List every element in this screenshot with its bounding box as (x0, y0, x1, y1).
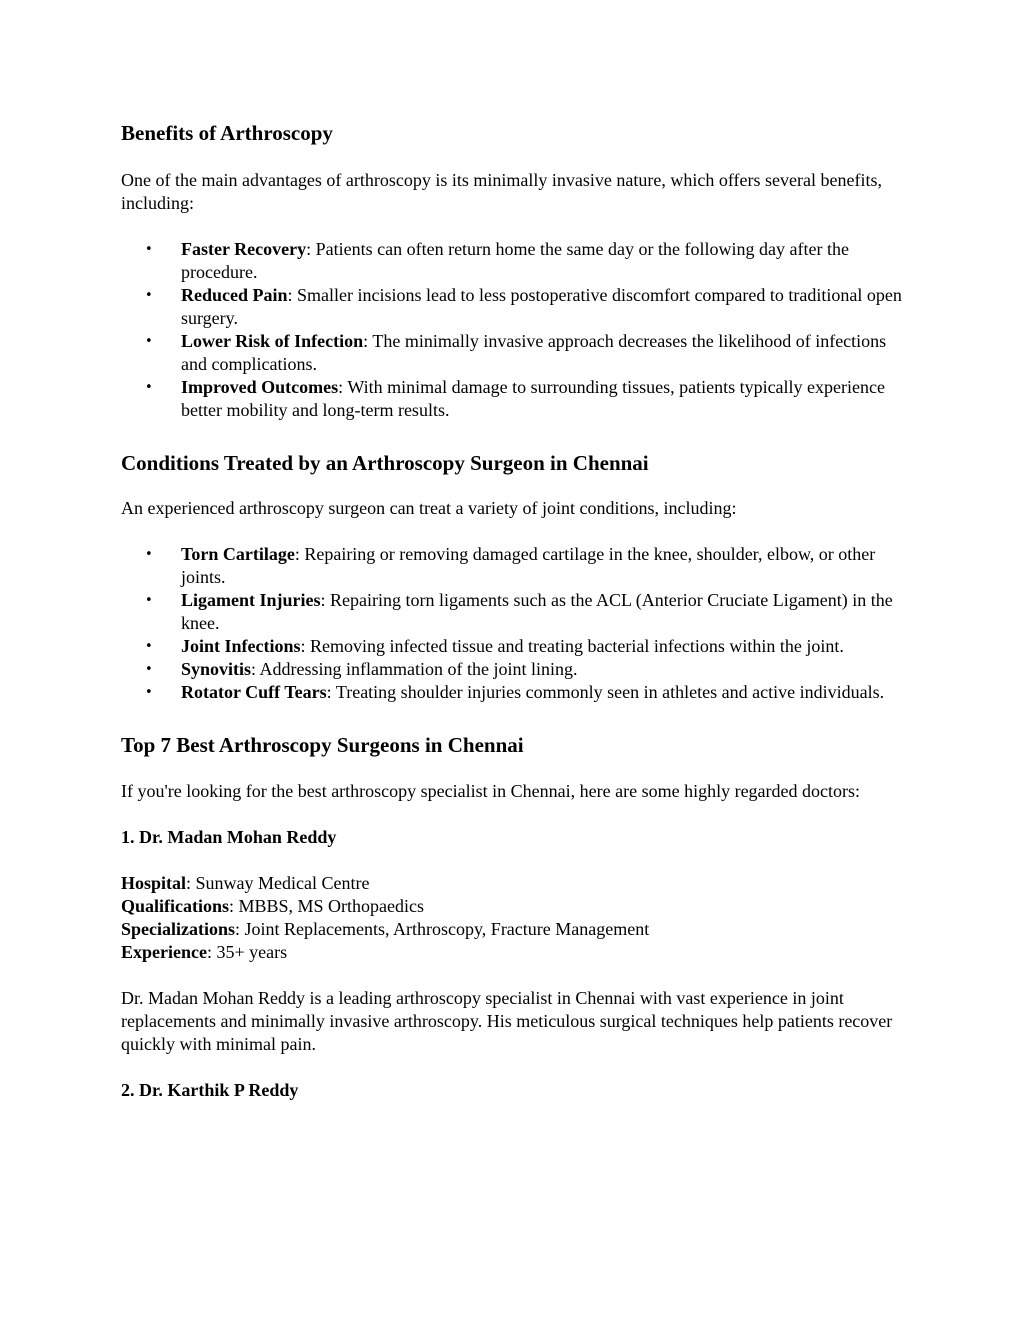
bullet-icon: • (145, 242, 153, 257)
bullet-icon: • (145, 547, 153, 562)
benefits-heading: Benefits of Arthroscopy (121, 121, 333, 145)
bullet-icon: • (145, 288, 153, 303)
list-item (121, 376, 911, 422)
doctor-1-info (121, 872, 911, 964)
experience-line (121, 941, 911, 964)
list-item (121, 635, 911, 658)
list-item-text: : Smaller incisions lead to less postoperative discomfort compared to traditional open surgery. (181, 285, 902, 328)
bullet-icon: • (145, 662, 153, 677)
list-item-term: Reduced Pain (181, 285, 288, 305)
experience-label: Experience (121, 942, 207, 962)
doctor-2-heading: 2. Dr. Karthik P Reddy (121, 1080, 299, 1100)
specializations-value: : Joint Replacements, Arthroscopy, Fracture Management (235, 919, 650, 939)
conditions-intro: An experienced arthroscopy surgeon can treat a variety of joint conditions, including: (121, 498, 737, 518)
list-item-text: : Patients can often return home the same day or the following day after the procedure. (181, 239, 849, 282)
list-item-text: : With minimal damage to surrounding tissues, patients typically experience better mobility and long-term results. (181, 377, 885, 420)
list-item-term: Faster Recovery (181, 239, 307, 259)
list-item (121, 681, 911, 704)
bullet-icon: • (145, 685, 153, 700)
doctor-1-description: Dr. Madan Mohan Reddy is a leading arthroscopy specialist in Chennai with vast experience in joint replacements and minimally invasive arthroscopy. His meticulous surgical techniques help patients recover quickly with minimal pain. (121, 988, 893, 1054)
benefits-intro: One of the main advantages of arthroscopy is its minimally invasive nature, which offers several benefits, including: (121, 170, 882, 213)
top7-intro: If you're looking for the best arthroscopy specialist in Chennai, here are some highly regarded doctors: (121, 781, 861, 801)
experience-value: : 35+ years (206, 942, 288, 962)
qualifications-line (121, 895, 911, 918)
list-item-text: : Repairing torn ligaments such as the ACL (Anterior Cruciate Ligament) in the knee. (181, 590, 893, 633)
list-item (121, 238, 911, 284)
list-item-term: Synovitis (181, 659, 252, 679)
list-item-term: Ligament Injuries (181, 590, 321, 610)
list-item-term: Lower Risk of Infection (181, 331, 364, 351)
list-item (121, 330, 911, 376)
list-item (121, 658, 911, 681)
bullet-icon: • (145, 593, 153, 608)
document-page (121, 118, 911, 1102)
hospital-value: : Sunway Medical Centre (186, 873, 370, 893)
qualifications-value: : MBBS, MS Orthopaedics (229, 896, 425, 916)
list-item-text: : Removing infected tissue and treating bacterial infections within the joint. (300, 636, 844, 656)
list-item (121, 589, 911, 635)
hospital-line (121, 872, 911, 895)
list-item-text: : The minimally invasive approach decreases the likelihood of infections and complications. (181, 331, 887, 374)
list-item-text: : Addressing inflammation of the joint lining. (251, 659, 578, 679)
conditions-heading: Conditions Treated by an Arthroscopy Surgeon in Chennai (121, 451, 649, 475)
bullet-icon: • (145, 639, 153, 654)
list-item-text: : Treating shoulder injuries commonly seen in athletes and active individuals. (326, 682, 885, 702)
top7-heading: Top 7 Best Arthroscopy Surgeons in Chennai (121, 733, 524, 757)
bullet-icon: • (145, 334, 153, 349)
list-item (121, 543, 911, 589)
bullet-icon: • (145, 380, 153, 395)
qualifications-label: Qualifications (121, 896, 230, 916)
list-item (121, 284, 911, 330)
specializations-line (121, 918, 911, 941)
list-item-term: Joint Infections (181, 636, 301, 656)
list-item-term: Improved Outcomes (181, 377, 339, 397)
list-item-text: : Repairing or removing damaged cartilage in the knee, shoulder, elbow, or other joints. (181, 544, 876, 587)
hospital-label: Hospital (121, 873, 187, 893)
specializations-label: Specializations (121, 919, 236, 939)
conditions-list (121, 543, 911, 704)
doctor-1-heading: 1. Dr. Madan Mohan Reddy (121, 827, 337, 847)
list-item-term: Rotator Cuff Tears (181, 682, 327, 702)
list-item-term: Torn Cartilage (181, 544, 295, 564)
benefits-list (121, 238, 911, 422)
